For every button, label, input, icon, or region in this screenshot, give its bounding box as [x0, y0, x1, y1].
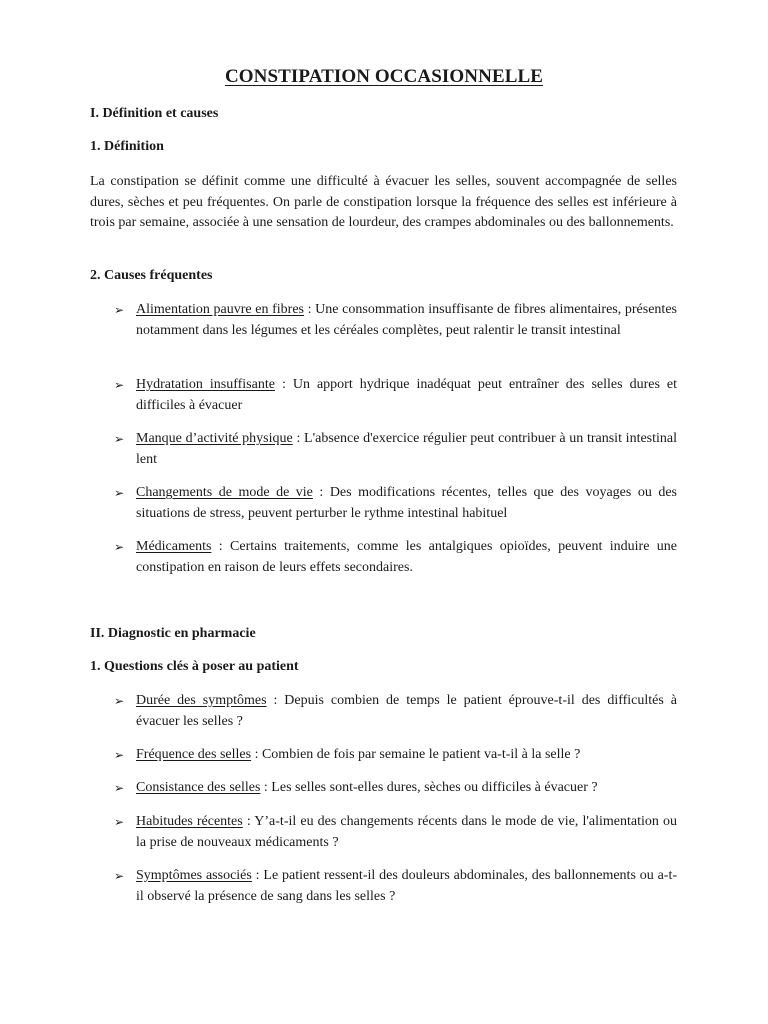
cause-term: Changements de mode de vie	[136, 485, 313, 500]
arrow-bullet-icon: ➢	[114, 781, 125, 795]
subheading-causes: 2. Causes fréquentes	[90, 268, 213, 283]
list-item	[114, 537, 677, 578]
subheading-questions: 1. Questions clés à poser au patient	[90, 659, 299, 674]
question-term: Consistance des selles	[136, 780, 261, 795]
cause-term: Médicaments	[136, 539, 212, 554]
arrow-bullet-icon: ➢	[114, 748, 125, 762]
question-term: Fréquence des selles	[136, 747, 252, 762]
list-item	[114, 483, 677, 524]
arrow-bullet-icon: ➢	[114, 486, 125, 500]
question-text: : Les selles sont-elles dures, sèches ou difficiles à évacuer ?	[260, 780, 598, 795]
cause-text: : Certains traitements, comme les antalgiques opioïdes, peuvent induire une constipation en raison de leurs effets secondaires.	[136, 539, 677, 575]
arrow-bullet-icon: ➢	[114, 432, 125, 446]
question-text: : Le patient ressent-il des douleurs abdominales, des ballonnements ou a-t-il observé la présence de sang dans les selles ?	[136, 868, 677, 904]
cause-text: : Des modifications récentes, telles que des voyages ou des situations de stress, peuvent perturber le rythme intestinal habituel	[136, 485, 678, 521]
cause-term: Alimentation pauvre en fibres	[136, 302, 304, 317]
list-item	[114, 866, 677, 907]
cause-text: : L'absence d'exercice régulier peut contribuer à un transit intestinal lent	[136, 431, 678, 467]
arrow-bullet-icon: ➢	[114, 815, 125, 829]
list-item	[114, 812, 677, 853]
cause-term: Hydratation insuffisante	[136, 377, 275, 392]
list-item	[114, 778, 677, 799]
question-term: Symptômes associés	[136, 868, 252, 883]
list-item	[114, 300, 677, 341]
arrow-bullet-icon: ➢	[114, 694, 125, 708]
subheading-definition: 1. Définition	[90, 139, 164, 154]
section-heading-definition-causes: I. Définition et causes	[90, 106, 219, 121]
list-item	[114, 691, 677, 732]
list-item	[114, 745, 677, 766]
arrow-bullet-icon: ➢	[114, 869, 125, 883]
arrow-bullet-icon: ➢	[114, 378, 125, 392]
cause-term: Manque d’activité physique	[136, 431, 293, 446]
question-term: Durée des symptômes	[136, 693, 267, 708]
question-term: Habitudes récentes	[136, 814, 243, 829]
arrow-bullet-icon: ➢	[114, 303, 125, 317]
question-text: : Y’a-t-il eu des changements récents dans le mode de vie, l'alimentation ou la prise de nouveaux médicaments ?	[136, 814, 677, 850]
arrow-bullet-icon: ➢	[114, 540, 125, 554]
list-item	[114, 375, 677, 416]
cause-text: : Un apport hydrique inadéquat peut entraîner des selles dures et difficiles à évacuer	[136, 377, 678, 413]
question-text: : Combien de fois par semaine le patient va-t-il à la selle ?	[251, 747, 581, 762]
list-item	[114, 429, 677, 470]
page-title: CONSTIPATION OCCASIONNELLE	[224, 66, 544, 87]
section-heading-diagnostic: II. Diagnostic en pharmacie	[90, 626, 256, 641]
question-text: : Depuis combien de temps le patient éprouve-t-il des difficultés à évacuer les selles ?	[136, 693, 677, 729]
definition-paragraph: La constipation se définit comme une difficulté à évacuer les selles, souvent accompagnée de selles dures, sèches et peu fréquentes. On parle de constipation lorsque la fréquence des selles est inférieure à trois par semaine, associée à une sensation de lourdeur, des crampes abdominales ou des ballonnements.	[90, 174, 677, 230]
cause-text: : Une consommation insuffisante de fibres alimentaires, présentes notamment dans les légumes et les céréales complètes, peut ralentir le transit intestinal	[136, 302, 677, 338]
